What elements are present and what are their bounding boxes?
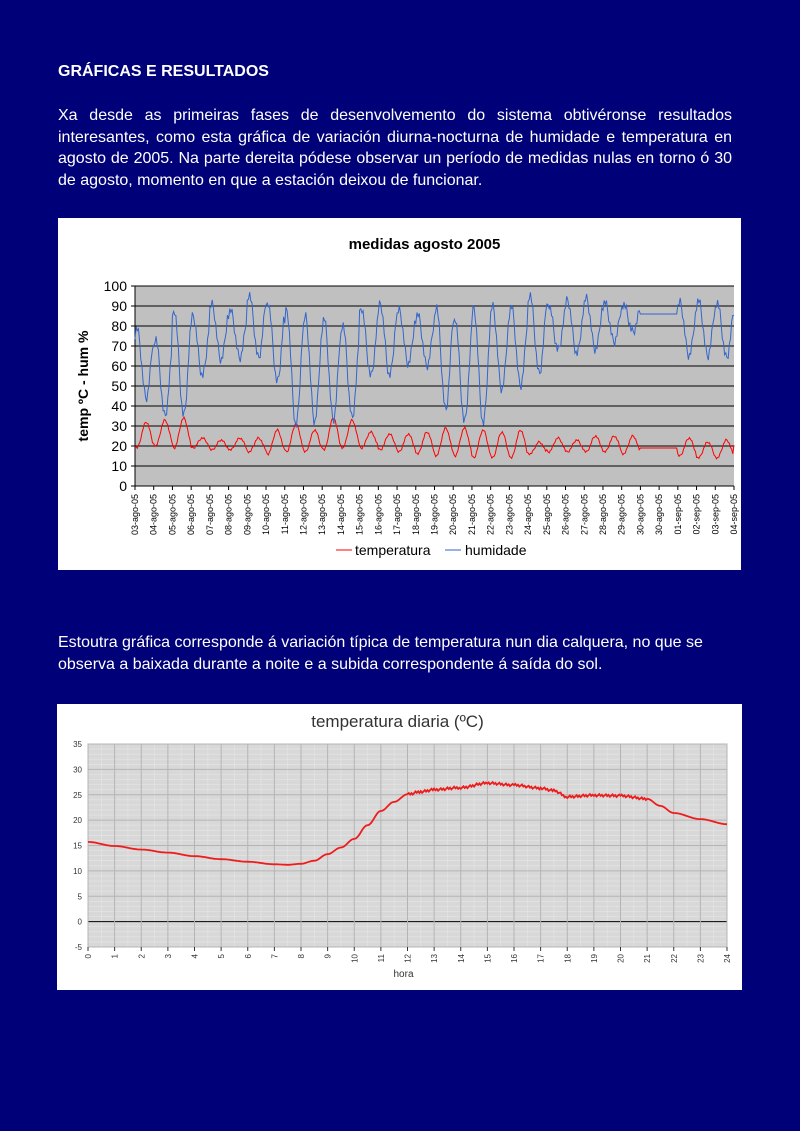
x-tick-label: 19 <box>589 954 599 963</box>
x-tick-label: 4 <box>190 954 200 959</box>
chart-title: medidas agosto 2005 <box>348 236 501 253</box>
x-tick-label: 12-ago-05 <box>298 494 309 536</box>
chart-daily-panel <box>57 704 742 990</box>
x-tick-label: 08-ago-05 <box>223 494 234 536</box>
x-tick-label: 03-ago-05 <box>130 494 140 536</box>
y-tick-label: -5 <box>74 943 82 952</box>
x-tick-label: 3 <box>163 954 173 959</box>
x-tick-label: 13-ago-05 <box>317 494 328 536</box>
y-tick-label: 35 <box>73 740 82 749</box>
x-tick-label: 20-ago-05 <box>448 494 459 536</box>
y-tick-label: 20 <box>73 816 82 826</box>
x-tick-label: 15-ago-05 <box>354 494 365 536</box>
x-tick-label: 04-ago-05 <box>148 494 159 536</box>
second-paragraph: Estoutra gráfica corresponde á variación típica de temperatura nun dia calquera, no que se observa a baixada durante a noite e a subida correspondente á saída do sol. <box>58 634 703 673</box>
x-tick-label: 15 <box>483 954 493 963</box>
x-tick-label: 24 <box>723 954 732 963</box>
y-tick-label: 25 <box>73 790 82 800</box>
x-tick-label: 20 <box>616 954 626 963</box>
y-tick-label: 90 <box>111 298 127 314</box>
x-tick-label: 22-ago-05 <box>485 494 496 536</box>
x-tick-label: 16 <box>510 954 519 963</box>
x-tick-label: 18-ago-05 <box>410 494 421 536</box>
x-tick-label: 28-ago-05 <box>597 494 608 536</box>
x-tick-label: 16-ago-05 <box>373 494 384 536</box>
x-axis-label: hora <box>393 969 414 980</box>
x-tick-label: 26-ago-05 <box>560 494 571 536</box>
x-tick-label: 11-ago-05 <box>279 494 290 535</box>
x-tick-label: 21 <box>643 954 653 963</box>
x-tick-label: 23 <box>696 954 706 963</box>
x-tick-label: 05-ago-05 <box>167 494 178 536</box>
chart-agosto-panel <box>58 218 741 570</box>
y-tick-label: 80 <box>111 318 127 334</box>
y-tick-label: 0 <box>77 917 82 927</box>
x-tick-label: 7 <box>270 954 280 959</box>
x-tick-label: 01-sep-05 <box>672 494 683 535</box>
x-tick-label: 25-ago-05 <box>541 494 552 536</box>
x-tick-label: 17 <box>536 954 546 963</box>
x-tick-label: 23-ago-05 <box>504 494 515 536</box>
x-tick-label: 19-ago-05 <box>429 494 440 536</box>
x-tick-label: 22 <box>669 954 679 963</box>
y-tick-label: 50 <box>111 378 127 394</box>
y-tick-label: 15 <box>73 841 82 851</box>
x-tick-label: 12 <box>403 954 413 963</box>
x-tick-label: 29-ago-05 <box>616 494 627 536</box>
x-tick-label: 30-ago-05 <box>635 494 646 536</box>
y-tick-label: 70 <box>111 338 127 354</box>
intro-paragraph: Xa desde as primeiras fases de desenvolvemento do sistema obtivéronse resultados interesantes, como esta gráfica de variación diurna-nocturna de humidade e temperatura en agosto de 2005. Na parte dereita pódese observar un período de medidas nulas en torno ó 30 de agosto, momento en que a estación deixou de funcionar. <box>58 107 732 189</box>
x-tick-label: 17-ago-05 <box>392 494 403 536</box>
x-tick-label: 13 <box>430 954 440 963</box>
x-tick-label: 9 <box>323 954 333 959</box>
x-tick-label: 18 <box>563 954 573 963</box>
section-title: GRÁFICAS E RESULTADOS <box>58 63 269 80</box>
x-tick-label: 8 <box>297 954 306 959</box>
x-tick-label: 2 <box>137 954 147 959</box>
x-tick-label: 14-ago-05 <box>335 494 346 536</box>
x-tick-label: 11 <box>376 954 386 963</box>
x-tick-label: 09-ago-05 <box>242 494 253 536</box>
y-tick-label: 100 <box>103 278 127 294</box>
x-tick-label: 21-ago-05 <box>466 494 477 536</box>
chart-agosto <box>58 218 741 570</box>
chart-daily-temperature <box>57 704 742 990</box>
x-tick-label: 30-ago-05 <box>654 494 665 536</box>
x-tick-label: 03-sep-05 <box>710 494 721 535</box>
x-tick-label: 14 <box>456 954 466 963</box>
x-tick-label: 1 <box>110 954 120 959</box>
legend-label-humidade: humidade <box>465 542 527 558</box>
x-tick-label: 04-sep-05 <box>729 494 739 535</box>
y-tick-label: 20 <box>111 438 127 454</box>
y-tick-label: 10 <box>73 866 82 876</box>
y-axis-label: temp ºC - hum % <box>75 330 91 442</box>
x-tick-label: 06-ago-05 <box>186 494 197 536</box>
x-tick-label: 02-sep-05 <box>691 494 702 535</box>
x-tick-label: 0 <box>84 954 93 959</box>
x-tick-label: 24-ago-05 <box>523 494 534 536</box>
y-tick-label: 60 <box>111 358 127 374</box>
chart-title: temperatura diaria (ºC) <box>311 712 484 731</box>
x-tick-label: 10 <box>350 954 360 963</box>
legend-label-temperatura: temperatura <box>355 542 431 558</box>
y-tick-label: 30 <box>73 765 82 775</box>
x-tick-label: 07-ago-05 <box>204 494 215 536</box>
x-tick-label: 27-ago-05 <box>579 494 590 536</box>
y-tick-label: 30 <box>111 418 127 434</box>
x-tick-label: 5 <box>217 954 227 959</box>
y-tick-label: 40 <box>111 398 127 414</box>
x-tick-label: 10-ago-05 <box>261 494 272 536</box>
y-tick-label: 0 <box>119 478 127 494</box>
y-tick-label: 10 <box>111 458 127 474</box>
y-tick-label: 5 <box>77 892 82 902</box>
x-tick-label: 6 <box>243 954 253 959</box>
